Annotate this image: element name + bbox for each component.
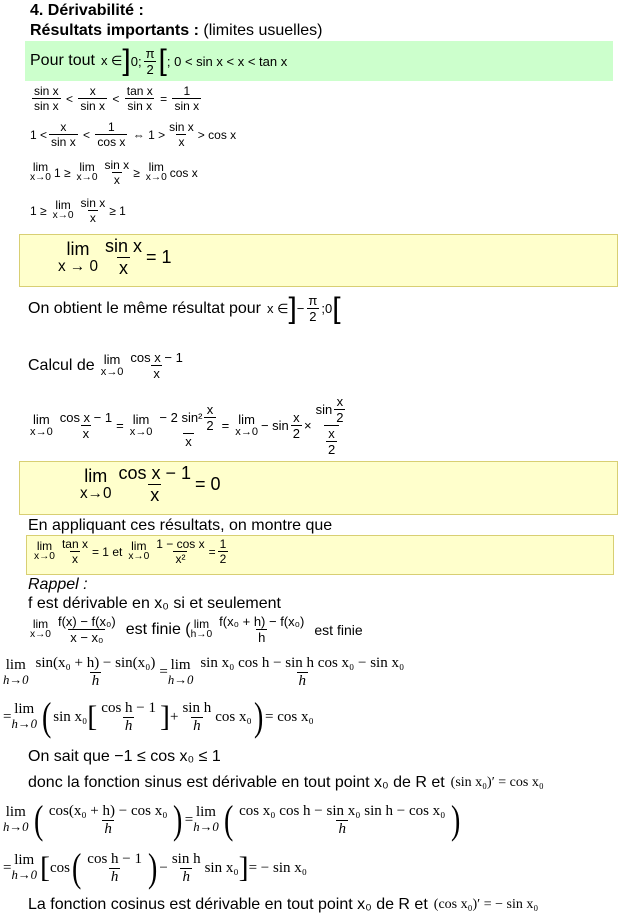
r2-sub: x→0 [80,484,112,502]
inequality: ; 0 < sin x < x < tan x [166,53,288,69]
cs-lim3: lim [238,411,255,427]
cosine-line-1: lim h→0 ( $\frac{\text{cos(x₀ + h) − cos x₀}}{h}$ ) = lim h→0 ( $\frac{\text{cos x₀ cos h − sin x₀ sin h − cos x₀}}{h}$ ) [3,797,461,842]
sn-num1: sin(x₀ + h) − sin(x₀) [35,655,156,671]
ap-lim1: lim [36,538,53,553]
sn-lim2: lim [170,656,191,673]
s3-lim1: lim [32,159,49,174]
s3-sub1: x→0 [30,172,51,184]
subtitle-bold: Résultats importants : [30,22,199,39]
ap-eq1: = 1 et [91,544,123,559]
cs-step-num: − 2 sin² [159,410,203,425]
subtitle-rest: (limites usuelles) [198,22,323,39]
sn2-sh-num: sin h [182,699,212,716]
s1-b-den: sin x [80,99,106,113]
cosine-deriv: (cos x₀)′ = − sin x₀ [433,897,539,912]
sn2-sin: sin x₀ [53,708,88,725]
pi-over-two [144,46,157,77]
cs-half-num: x [206,402,214,417]
sn-den1: h [91,673,100,689]
s3-ge: ≥ [133,165,140,180]
s1-a-num: sin x [34,84,59,98]
pi-den: 2 [146,61,154,77]
know-text: On sait que −1 ≤ cos x₀ ≤ 1 [28,748,221,765]
r1-lim: lim [66,239,90,260]
s4-start: 1 ≥ [30,203,47,218]
cs2-den: h [110,868,119,885]
cs-sin-word: sin [315,402,333,417]
cs-sub2: x→0 [129,425,153,438]
s2-equiv: ⇔ 1 > [132,127,166,142]
same-open-bracket: ] [288,291,297,325]
close-bracket: [ [158,44,167,77]
cs-half-den: 2 [206,418,214,433]
sine-concl-text: donc la fonction sinus est dérivable en tout point x₀ de R et [28,774,445,791]
s3-mid: 1 ≥ [53,165,71,180]
cs2-sub: h→0 [11,868,37,883]
cosine-line-2: = lim h→0 [ cos ( $\frac{\text{cos h − 1}}{h}$ ) − $\frac{\text{sin h}}{h}$ sin x₀ ] = − sin x₀ [3,845,307,890]
same-x-in: x ∈ [267,300,289,316]
s2-c-den: x [178,135,185,149]
sn-sub1: h→0 [3,672,29,687]
rp-den2: h [258,630,266,645]
cs1-den1: h [104,820,112,837]
calc-den: x [153,366,160,381]
rp-num2: f(x₀ + h) − f(x₀) [219,614,305,629]
r2-num: cos x − 1 [118,463,191,483]
cs-h2-num: x [293,410,300,425]
cs-h3-num: x [336,394,344,409]
same-close-bracket: [ [332,291,341,325]
s1-c-den: sin x [127,99,153,113]
cs-den1: x [82,426,90,441]
s1-a-den: sin x [34,99,59,113]
section-title: 4. Dérivabilité : [30,2,144,19]
ap-tan-den: x [71,552,78,566]
cs1-sub1: h→0 [3,820,29,835]
r1-eq: = 1 [145,247,172,267]
same-result-line [28,293,341,324]
calc-sub: x→0 [100,365,124,378]
ap-lim2: lim [131,538,147,553]
apply-text: En appliquant ces résultats, on montre que [28,517,333,534]
rp-finite: est finie ( [125,620,191,638]
step-2: 1 < $\frac{x}{\text{sin x}}$ < $\frac{1}{\text{cos x}}$ ⇔ 1 > $\frac{\text{sin x}}{x}$ > cos x [30,120,237,149]
result-sinx [58,236,172,279]
sn2-num: cos h − 1 [101,699,156,716]
calc-label: Calcul de [28,356,95,374]
x-in: x ∈ [100,53,123,68]
s4-frac-num: sin x [80,196,106,210]
cs1-lim1: lim [5,804,26,821]
sn2-lim: lim [14,701,35,718]
cs2-sh-num: sin h [171,850,201,867]
cs2-minus: − [159,859,168,876]
same-pi: π [308,293,318,308]
r2-eq: = 0 [195,474,221,494]
same-zero: ;0 [321,301,333,316]
r2-lim: lim [84,466,108,487]
ap-cos-den: x² [175,552,186,566]
s1-c-num: tan x [126,84,153,98]
step-4 [30,196,126,225]
r2-den: x [150,485,160,505]
s3-frac-den: x [113,173,120,187]
s4-sub: x→0 [52,210,74,222]
rp-sub1: x→0 [30,629,51,641]
ap-sub2: x→0 [128,551,150,563]
calc-line [28,350,187,381]
sine-deriv: (sin x₀)′ = cos x₀ [450,775,544,790]
cs-eq2: = [221,418,230,433]
interval-statement [30,43,287,79]
s2-end: > cos x [197,127,237,142]
ap-tan-num: tan x [61,537,88,551]
s3-sub3: x→0 [145,172,167,184]
cs-h4-num: x [328,426,335,441]
sn2-res: = cos x₀ [265,708,314,725]
rp-sub2: h→0 [190,629,213,641]
s1-d-den: sin x [174,99,200,113]
s3-frac-num: sin x [104,158,130,172]
sn2-sh-den: h [193,717,201,734]
rp-finite2: est finie [314,621,363,638]
cs1-den2: h [338,820,346,837]
sn-num2: sin x₀ cos h − sin h cos x₀ − sin x₀ [200,655,405,671]
cs2-res: = − sin x₀ [248,859,307,876]
cs-num1: cos x − 1 [59,410,113,425]
rp-lim1: lim [32,616,49,631]
calc-steps [30,394,351,457]
cs2-sh-den: h [182,868,190,885]
rp-num1: f(x) − f(x₀) [57,614,116,629]
cs2-cos: cos [49,859,70,876]
ap-sub1: x→0 [34,551,55,563]
cs2-end: sin x₀ [204,859,239,876]
calc-lim: lim [103,351,121,367]
sn2-end: cos x₀ [215,708,252,725]
rp-lim2: lim [193,616,210,631]
step-1: $\frac{\text{sin x}}{\text{sin x}}$ < $\frac{x}{\text{sin x}}$ < $\frac{\text{tan x}}{\text{sin x}}$ = $\frac{1}{\text{sin x}}$ [34,84,200,113]
r1-den: x [118,258,128,278]
s1-b-num: x [89,84,96,98]
cs-h3-den: 2 [336,410,344,425]
s3-lim2: lim [79,159,95,174]
section-subtitle [30,22,323,40]
cs-h4-den: 2 [327,442,336,457]
sn2-sub: h→0 [11,717,37,732]
sine-line-1: lim h→0 $\frac{\text{sin(x₀ + h) − sin(x₀)}}{h}$ = lim h→0 $\frac{\text{sin x₀ cos h − sin h cos x₀ − sin x₀}}{h}$ [3,655,405,689]
s2-b-den: cos x [97,135,126,149]
same-minus: − [296,301,305,316]
rp-den1: x − x₀ [70,630,104,645]
sn-den2: h [298,673,307,689]
cs2-lim: lim [14,852,35,869]
cs1-sub2: h→0 [193,820,219,835]
cs-sub1: x→0 [30,425,53,438]
cs1-num2: cos x₀ cos h − sin x₀ sin h − cos x₀ [239,802,446,819]
calc-num: cos x − 1 [130,350,183,365]
sn-sub2: h→0 [167,672,194,687]
apply-formulas [34,537,230,566]
s4-end: ≥ 1 [109,203,126,218]
know-line [28,748,221,766]
ap-eq2: = [208,544,216,559]
r1-sub: x → 0 [58,257,98,275]
pi-num: π [145,45,155,61]
s2-a-den: sin x [51,135,76,149]
sn2-plus: + [170,708,179,725]
interval-zero: 0; [130,53,142,69]
cs1-lim2: lim [195,804,216,821]
sine-line-2: = lim h→0 ( sin x₀ [ $\frac{\text{cos h − 1}}{h}$ ] + $\frac{\text{sin h}}{h}$ cos x₀ ) = cos x₀ [3,694,314,739]
s2-b-num: 1 [108,120,115,134]
cs2-num: cos h − 1 [87,850,143,867]
cs1-num1: cos(x₀ + h) − cos x₀ [48,802,168,819]
s2-c-num: sin x [169,120,194,134]
s4-lim: lim [55,197,71,212]
cosine-concl-text: La fonction cosinus est dérivable en tout point x₀ de R et [28,896,428,913]
cosine-conclusion [28,896,538,914]
open-bracket: ] [122,44,131,77]
ap-cos-num: 1 − cos x [156,537,205,551]
cs-lim2: lim [132,411,150,427]
cs-lim1: lim [33,411,50,427]
ap-half-den: 2 [219,552,227,566]
same-two: 2 [309,309,317,324]
s4-frac-den: x [89,211,96,225]
cs-h2-den: 2 [292,426,301,441]
rappel-title: Rappel : [28,576,88,593]
cs-minus-sin: − sin [260,418,289,433]
r1-num: sin x [104,236,142,256]
same-result-text: On obtient le même résultat pour [28,299,262,317]
cs-sub3: x→0 [235,425,258,438]
s3-lim3: lim [148,159,164,174]
s2-one: 1 < [30,127,48,142]
cs-times: × [304,418,312,433]
s3-sub2: x→0 [76,172,98,184]
s3-end: cos x [169,165,198,180]
statement-intro: Pour tout [30,52,95,69]
cs-step-den: x [185,434,192,449]
ap-half-num: 1 [219,537,227,551]
s2-a-num: x [60,120,67,134]
sn2-den: h [124,717,133,734]
sn-lim1: lim [5,656,26,673]
sine-conclusion [28,774,544,792]
step-3 [30,158,198,187]
rappel-formula [30,614,363,645]
cs-eq1: = [116,418,124,433]
rappel-line: f est dérivable en x₀ si et seulement [28,595,281,612]
s1-d-num: 1 [183,84,191,98]
result-cosx [80,463,221,506]
